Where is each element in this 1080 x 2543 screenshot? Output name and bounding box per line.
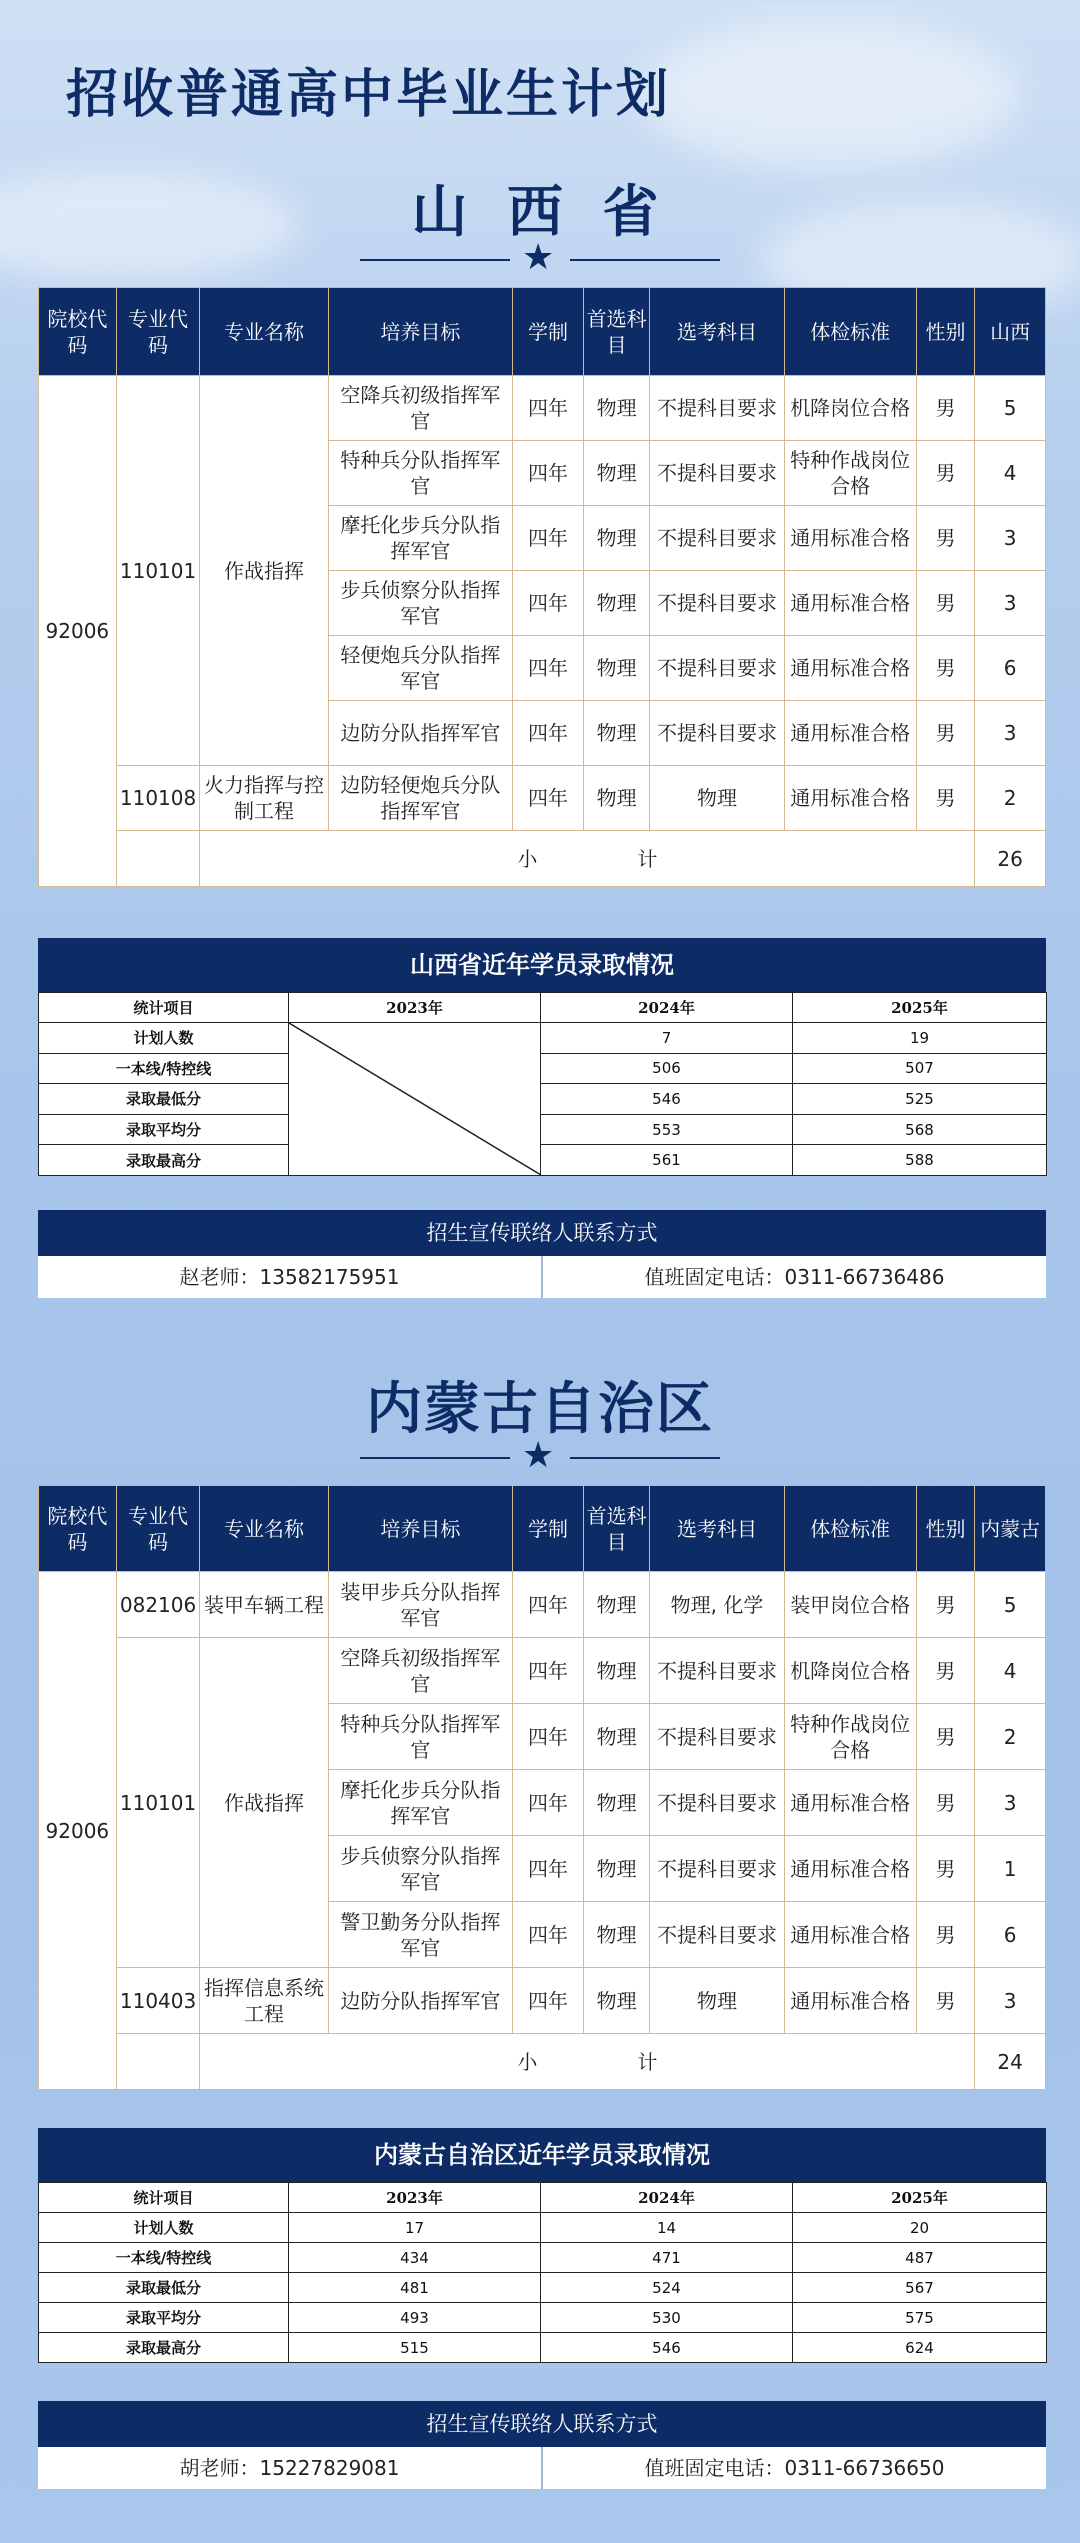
- column-header: 选考科目: [650, 288, 784, 376]
- school-code: 92006: [39, 1572, 117, 2090]
- stat-value: 553: [541, 1114, 793, 1145]
- training-target: 边防轻便炮兵分队指挥军官: [328, 766, 513, 831]
- stat-value: 493: [289, 2303, 541, 2333]
- contact-person: 胡老师：15227829081: [179, 2456, 400, 2480]
- column-header: 培养目标: [328, 1486, 513, 1572]
- header-row: [39, 1486, 1046, 1572]
- admission-header-row: [39, 993, 1047, 1023]
- star-icon: ★: [522, 1435, 555, 1476]
- table-row: [39, 1968, 1046, 2034]
- training-target: 警卫勤务分队指挥军官: [328, 1902, 513, 1968]
- gender: 男: [916, 1572, 975, 1638]
- year-header: 2023年: [289, 993, 541, 1023]
- stat-value: 546: [541, 2333, 793, 2363]
- first-subject: 物理: [583, 571, 650, 636]
- elective-subject: 不提科目要求: [650, 376, 784, 441]
- stat-label: 录取平均分: [39, 2303, 289, 2333]
- health-standard: 机降岗位合格: [784, 1638, 916, 1704]
- stat-value: 624: [793, 2333, 1047, 2363]
- first-subject: 物理: [583, 506, 650, 571]
- major-name: 装甲车辆工程: [200, 1572, 328, 1638]
- plan-count: 6: [975, 1902, 1046, 1968]
- plan-count: 3: [975, 571, 1046, 636]
- training-target: 轻便炮兵分队指挥军官: [328, 636, 513, 701]
- year-header: 2023年: [289, 2183, 541, 2213]
- admission-row: [39, 1053, 1047, 1084]
- stat-item-header: 统计项目: [39, 993, 289, 1023]
- training-target: 摩托化步兵分队指挥军官: [328, 506, 513, 571]
- stat-value: 546: [541, 1084, 793, 1115]
- admission-row: [39, 1114, 1047, 1145]
- header-row: [39, 288, 1046, 376]
- elective-subject: 不提科目要求: [650, 1638, 784, 1704]
- contact-section-neimenggu: [38, 2401, 1046, 2489]
- first-subject: 物理: [583, 1572, 650, 1638]
- year-header: 2025年: [793, 2183, 1047, 2213]
- stat-value: 487: [793, 2243, 1047, 2273]
- column-header: 院校代码: [39, 1486, 117, 1572]
- health-standard: 通用标准合格: [784, 636, 916, 701]
- training-target: 边防分队指挥军官: [328, 1968, 513, 2034]
- major-name: 火力指挥与控制工程: [200, 766, 328, 831]
- admission-header-row: [39, 2183, 1047, 2213]
- stat-value: 20: [793, 2213, 1047, 2243]
- subtotal-label: 小 计: [200, 831, 975, 887]
- duration: 四年: [513, 1968, 584, 2034]
- stat-label: 计划人数: [39, 1023, 289, 1054]
- training-target: 步兵侦察分队指挥军官: [328, 571, 513, 636]
- plan-count: 5: [975, 376, 1046, 441]
- stat-value: 506: [541, 1053, 793, 1084]
- stat-value: 575: [793, 2303, 1047, 2333]
- health-standard: 特种作战岗位合格: [784, 441, 916, 506]
- stat-value: 434: [289, 2243, 541, 2273]
- training-target: 步兵侦察分队指挥军官: [328, 1836, 513, 1902]
- column-header-count: 山西: [975, 288, 1046, 376]
- major-name: 指挥信息系统工程: [200, 1968, 328, 2034]
- major-code: 082106: [116, 1572, 200, 1638]
- elective-subject: 不提科目要求: [650, 441, 784, 506]
- admission-section-neimenggu: [38, 2128, 1046, 2363]
- stat-value: 524: [541, 2273, 793, 2303]
- column-header: 专业代码: [116, 288, 200, 376]
- stat-value: 530: [541, 2303, 793, 2333]
- stat-value: 7: [541, 1023, 793, 1054]
- elective-subject: 不提科目要求: [650, 1704, 784, 1770]
- admission-row: [39, 2333, 1047, 2363]
- first-subject: 物理: [583, 701, 650, 766]
- table-row: [39, 766, 1046, 831]
- elective-subject: 不提科目要求: [650, 1770, 784, 1836]
- elective-subject: 物理: [650, 766, 784, 831]
- stat-value: 17: [289, 2213, 541, 2243]
- subtotal-row: [39, 831, 1046, 887]
- admission-row: [39, 2243, 1047, 2273]
- admission-row: [39, 2213, 1047, 2243]
- plan-count: 2: [975, 766, 1046, 831]
- column-header: 性别: [916, 288, 975, 376]
- column-header: 专业名称: [200, 288, 328, 376]
- admission-table-shanxi: [38, 992, 1047, 1176]
- duty-phone: 值班固定电话：0311-66736486: [541, 1256, 1046, 1298]
- health-standard: 特种作战岗位合格: [784, 1704, 916, 1770]
- column-header: 体检标准: [784, 1486, 916, 1572]
- duration: 四年: [513, 1902, 584, 1968]
- stat-label: 录取最高分: [39, 1145, 289, 1176]
- plan-count: 1: [975, 1836, 1046, 1902]
- health-standard: 通用标准合格: [784, 1968, 916, 2034]
- duration: 四年: [513, 766, 584, 831]
- gender: 男: [916, 376, 975, 441]
- page-title: 招收普通高中毕业生计划: [66, 64, 672, 125]
- elective-subject: 物理, 化学: [650, 1572, 784, 1638]
- stat-value: 568: [793, 1114, 1047, 1145]
- training-target: 空降兵初级指挥军官: [328, 376, 513, 441]
- column-header: 选考科目: [650, 1486, 784, 1572]
- major-code: 110101: [116, 1638, 200, 1968]
- major-name: 作战指挥: [200, 1638, 328, 1968]
- admission-row: [39, 2273, 1047, 2303]
- stat-value: 515: [289, 2333, 541, 2363]
- stat-value: 588: [793, 1145, 1047, 1176]
- column-header: 院校代码: [39, 288, 117, 376]
- training-target: 特种兵分队指挥军官: [328, 1704, 513, 1770]
- elective-subject: 不提科目要求: [650, 1902, 784, 1968]
- health-standard: 装甲岗位合格: [784, 1572, 916, 1638]
- table-row: [39, 1572, 1046, 1638]
- column-header: 首选科目: [583, 288, 650, 376]
- column-header-count: 内蒙古: [975, 1486, 1046, 1572]
- plan-count: 3: [975, 1968, 1046, 2034]
- duration: 四年: [513, 1770, 584, 1836]
- contact-section-shanxi: [38, 1210, 1046, 1298]
- admission-row: [39, 2303, 1047, 2333]
- duration: 四年: [513, 571, 584, 636]
- stat-value: 525: [793, 1084, 1047, 1115]
- province-title-shanxi: 山 西 省: [411, 179, 669, 245]
- column-header: 培养目标: [328, 288, 513, 376]
- duration: 四年: [513, 376, 584, 441]
- gender: 男: [916, 1968, 975, 2034]
- training-target: 边防分队指挥军官: [328, 701, 513, 766]
- plan-count: 6: [975, 636, 1046, 701]
- subtotal-spacer: [116, 831, 200, 887]
- duration: 四年: [513, 636, 584, 701]
- admission-row: [39, 1084, 1047, 1115]
- contact-title: 招生宣传联络人联系方式: [38, 2401, 1046, 2447]
- subtotal-value: 24: [975, 2034, 1046, 2090]
- gender: 男: [916, 1638, 975, 1704]
- elective-subject: 不提科目要求: [650, 571, 784, 636]
- duration: 四年: [513, 1704, 584, 1770]
- stat-value: 19: [793, 1023, 1047, 1054]
- admission-section-shanxi: [38, 938, 1046, 1176]
- duration: 四年: [513, 506, 584, 571]
- stat-value: 507: [793, 1053, 1047, 1084]
- first-subject: 物理: [583, 1902, 650, 1968]
- subtotal-spacer: [116, 2034, 200, 2090]
- table-row: [39, 376, 1046, 441]
- stat-label: 录取最低分: [39, 2273, 289, 2303]
- admission-table-neimenggu: [38, 2182, 1047, 2363]
- contact-title: 招生宣传联络人联系方式: [38, 1210, 1046, 1256]
- school-code: 92006: [39, 376, 117, 887]
- major-code: 110101: [116, 376, 200, 766]
- gender: 男: [916, 636, 975, 701]
- elective-subject: 不提科目要求: [650, 701, 784, 766]
- gender: 男: [916, 1704, 975, 1770]
- plan-count: 5: [975, 1572, 1046, 1638]
- first-subject: 物理: [583, 1770, 650, 1836]
- first-subject: 物理: [583, 766, 650, 831]
- duration: 四年: [513, 1836, 584, 1902]
- year-header: 2025年: [793, 993, 1047, 1023]
- subtotal-label: 小 计: [200, 2034, 975, 2090]
- stat-label: 计划人数: [39, 2213, 289, 2243]
- health-standard: 通用标准合格: [784, 506, 916, 571]
- stat-label: 录取最高分: [39, 2333, 289, 2363]
- plan-count: 3: [975, 701, 1046, 766]
- gender: 男: [916, 571, 975, 636]
- first-subject: 物理: [583, 636, 650, 701]
- first-subject: 物理: [583, 1638, 650, 1704]
- stat-label: 录取最低分: [39, 1084, 289, 1115]
- plan-table-neimenggu: [38, 1485, 1046, 2090]
- health-standard: 机降岗位合格: [784, 376, 916, 441]
- gender: 男: [916, 766, 975, 831]
- elective-subject: 物理: [650, 1968, 784, 2034]
- major-code: 110108: [116, 766, 200, 831]
- duration: 四年: [513, 1638, 584, 1704]
- major-code: 110403: [116, 1968, 200, 2034]
- stat-value: 567: [793, 2273, 1047, 2303]
- no-data-cell: [289, 1023, 541, 1176]
- year-header: 2024年: [541, 993, 793, 1023]
- stat-value: 481: [289, 2273, 541, 2303]
- health-standard: 通用标准合格: [784, 571, 916, 636]
- star-icon: ★: [522, 237, 555, 278]
- subtotal-row: [39, 2034, 1046, 2090]
- stat-value: 14: [541, 2213, 793, 2243]
- gender: 男: [916, 1836, 975, 1902]
- plan-table-shanxi: [38, 287, 1046, 887]
- major-name: 作战指挥: [200, 376, 328, 766]
- admission-title: 山西省近年学员录取情况: [38, 938, 1046, 992]
- gender: 男: [916, 1902, 975, 1968]
- first-subject: 物理: [583, 376, 650, 441]
- health-standard: 通用标准合格: [784, 1770, 916, 1836]
- plan-count: 3: [975, 1770, 1046, 1836]
- elective-subject: 不提科目要求: [650, 506, 784, 571]
- health-standard: 通用标准合格: [784, 1902, 916, 1968]
- training-target: 装甲步兵分队指挥军官: [328, 1572, 513, 1638]
- stat-value: 471: [541, 2243, 793, 2273]
- training-target: 特种兵分队指挥军官: [328, 441, 513, 506]
- plan-count: 2: [975, 1704, 1046, 1770]
- gender: 男: [916, 1770, 975, 1836]
- elective-subject: 不提科目要求: [650, 1836, 784, 1902]
- column-header: 学制: [513, 1486, 584, 1572]
- health-standard: 通用标准合格: [784, 701, 916, 766]
- duty-phone: 值班固定电话：0311-66736650: [541, 2447, 1046, 2489]
- duration: 四年: [513, 441, 584, 506]
- year-header: 2024年: [541, 2183, 793, 2213]
- column-header: 专业名称: [200, 1486, 328, 1572]
- cloud-decoration: [640, 20, 1020, 170]
- gender: 男: [916, 506, 975, 571]
- training-target: 空降兵初级指挥军官: [328, 1638, 513, 1704]
- subtotal-value: 26: [975, 831, 1046, 887]
- column-header: 学制: [513, 288, 584, 376]
- table-row: [39, 1638, 1046, 1704]
- stat-label: 一本线/特控线: [39, 2243, 289, 2273]
- stat-label: 一本线/特控线: [39, 1053, 289, 1084]
- training-target: 摩托化步兵分队指挥军官: [328, 1770, 513, 1836]
- first-subject: 物理: [583, 441, 650, 506]
- plan-count: 4: [975, 1638, 1046, 1704]
- stat-item-header: 统计项目: [39, 2183, 289, 2213]
- contact-person: 赵老师：13582175951: [179, 1265, 400, 1289]
- plan-count: 3: [975, 506, 1046, 571]
- first-subject: 物理: [583, 1836, 650, 1902]
- health-standard: 通用标准合格: [784, 766, 916, 831]
- title-divider: [360, 237, 720, 280]
- column-header: 体检标准: [784, 288, 916, 376]
- column-header: 首选科目: [583, 1486, 650, 1572]
- plan-count: 4: [975, 441, 1046, 506]
- stat-label: 录取平均分: [39, 1114, 289, 1145]
- health-standard: 通用标准合格: [784, 1836, 916, 1902]
- admission-title: 内蒙古自治区近年学员录取情况: [38, 2128, 1046, 2182]
- title-divider: [360, 1435, 720, 1478]
- first-subject: 物理: [583, 1704, 650, 1770]
- stat-value: 561: [541, 1145, 793, 1176]
- province-title-neimenggu: 内蒙古自治区: [366, 1376, 714, 1442]
- elective-subject: 不提科目要求: [650, 636, 784, 701]
- first-subject: 物理: [583, 1968, 650, 2034]
- gender: 男: [916, 441, 975, 506]
- column-header: 专业代码: [116, 1486, 200, 1572]
- duration: 四年: [513, 701, 584, 766]
- duration: 四年: [513, 1572, 584, 1638]
- admission-row: [39, 1145, 1047, 1176]
- gender: 男: [916, 701, 975, 766]
- diagonal-line: [289, 1023, 541, 1175]
- column-header: 性别: [916, 1486, 975, 1572]
- admission-row: [39, 1023, 1047, 1054]
